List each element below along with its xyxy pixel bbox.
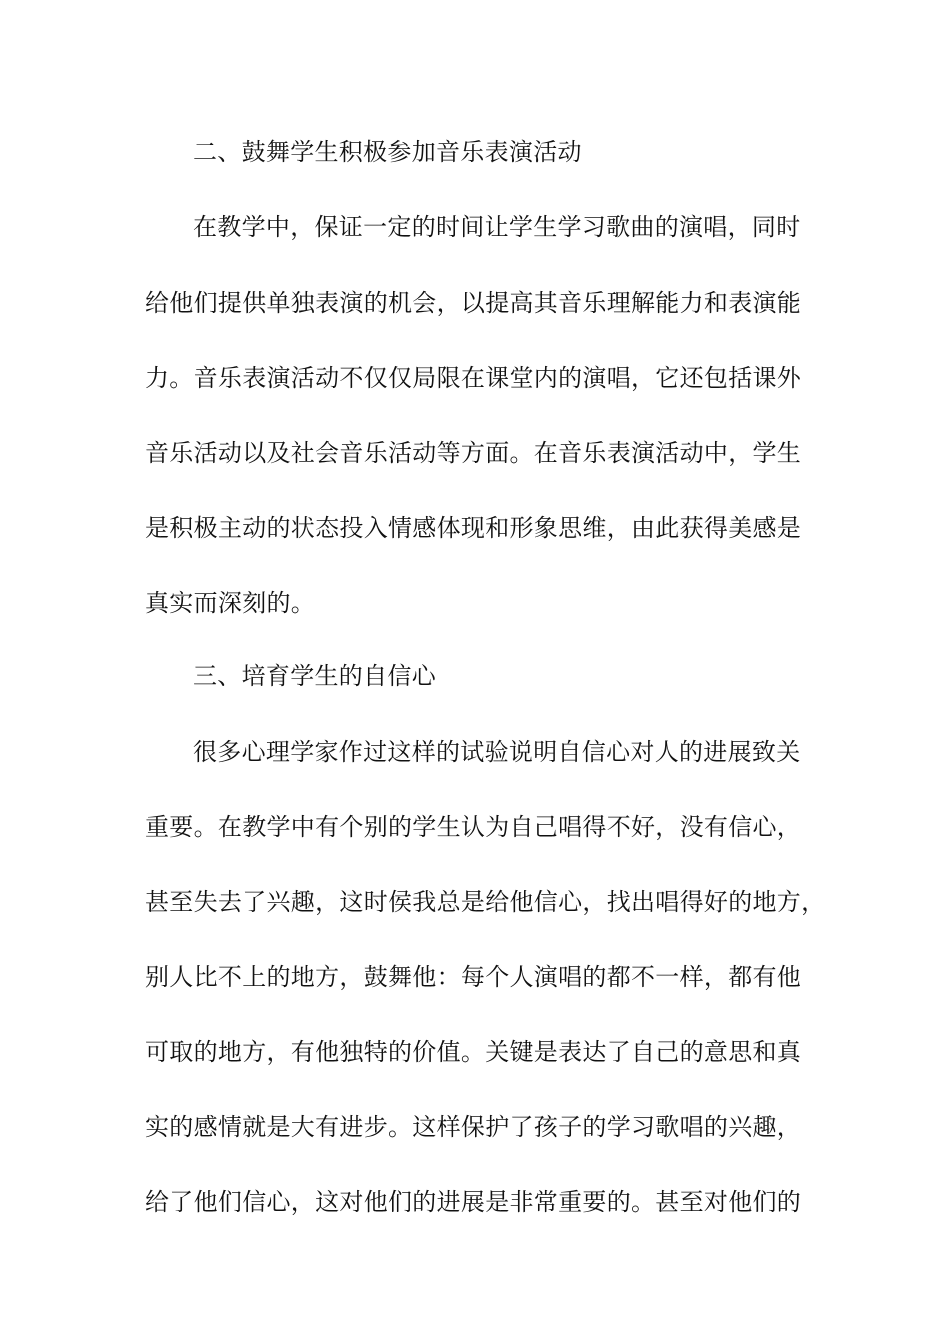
paragraph-line: 很多心理学家作过这样的试验说明自信心对人的进展致关 <box>193 738 801 766</box>
section-heading-3: 三、培育学生的自信心 <box>193 662 436 690</box>
paragraph-line: 别人比不上的地方，鼓舞他：每个人演唱的都不一样，都有他 <box>145 963 802 991</box>
paragraph-line: 给他们提供单独表演的机会，以提高其音乐理解能力和表演能 <box>145 289 802 317</box>
paragraph-line: 实的感情就是大有进步。这样保护了孩子的学习歌唱的兴趣， <box>145 1113 802 1141</box>
section-heading-2: 二、鼓舞学生积极参加音乐表演活动 <box>193 138 582 166</box>
paragraph-line: 音乐活动以及社会音乐活动等方面。在音乐表演活动中，学生 <box>145 439 802 467</box>
paragraph-line: 重要。在教学中有个别的学生认为自己唱得不好，没有信心， <box>145 813 802 841</box>
paragraph-line: 可取的地方，有他独特的价值。关键是表达了自己的意思和真 <box>145 1038 802 1066</box>
paragraph-line: 在教学中，保证一定的时间让学生学习歌曲的演唱，同时 <box>193 213 801 241</box>
paragraph-line: 真实而深刻的。 <box>145 589 316 617</box>
paragraph-line: 是积极主动的状态投入情感体现和形象思维，由此获得美感是 <box>145 514 802 542</box>
paragraph-line: 力。音乐表演活动不仅仅局限在课堂内的演唱，它还包括课外 <box>145 364 802 392</box>
paragraph-line: 甚至失去了兴趣，这时侯我总是给他信心，找出唱得好的地方， <box>145 888 826 916</box>
paragraph-line: 给了他们信心，这对他们的进展是非常重要的。甚至对他们的 <box>145 1188 802 1216</box>
